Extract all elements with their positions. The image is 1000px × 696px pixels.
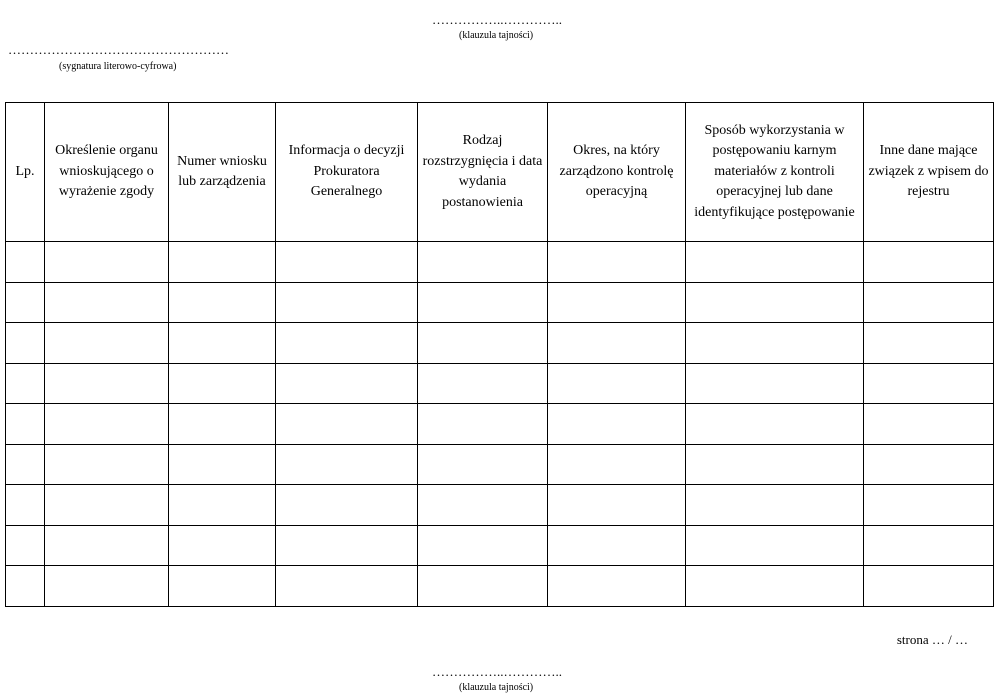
table-cell bbox=[6, 404, 45, 445]
column-header-request-number: Numer wniosku lub zarządzenia bbox=[169, 103, 276, 242]
table-cell bbox=[6, 525, 45, 566]
table-cell bbox=[169, 444, 276, 485]
table-cell bbox=[276, 282, 418, 323]
table-cell bbox=[276, 323, 418, 364]
table-cell bbox=[418, 242, 548, 283]
table-cell bbox=[864, 444, 994, 485]
table-cell bbox=[45, 282, 169, 323]
table-cell bbox=[276, 525, 418, 566]
table-cell bbox=[169, 485, 276, 526]
table-cell bbox=[276, 404, 418, 445]
table-cell bbox=[169, 404, 276, 445]
table-cell bbox=[276, 242, 418, 283]
signature-dots: …………………………………………… bbox=[8, 42, 229, 57]
table-cell bbox=[548, 525, 686, 566]
table-cell bbox=[276, 363, 418, 404]
table-cell bbox=[548, 242, 686, 283]
table-cell bbox=[169, 282, 276, 323]
table-cell bbox=[418, 525, 548, 566]
table-row bbox=[6, 363, 994, 404]
table-cell bbox=[864, 485, 994, 526]
table-row bbox=[6, 485, 994, 526]
table-cell bbox=[686, 323, 864, 364]
table-cell bbox=[864, 363, 994, 404]
table-cell bbox=[169, 323, 276, 364]
table-cell bbox=[686, 485, 864, 526]
table-cell bbox=[45, 242, 169, 283]
table-cell bbox=[45, 566, 169, 607]
table-cell bbox=[548, 444, 686, 485]
table-cell bbox=[864, 404, 994, 445]
table-row bbox=[6, 566, 994, 607]
table-cell bbox=[686, 282, 864, 323]
column-header-requesting-authority: Określenie organu wnioskującego o wyrażenie zgody bbox=[45, 103, 169, 242]
table-cell bbox=[45, 525, 169, 566]
table-cell bbox=[686, 566, 864, 607]
table-cell bbox=[169, 566, 276, 607]
table-row bbox=[6, 444, 994, 485]
table-cell bbox=[6, 566, 45, 607]
table-cell bbox=[6, 485, 45, 526]
table-cell bbox=[169, 525, 276, 566]
column-header-number: Lp. bbox=[6, 103, 45, 242]
register-table bbox=[5, 102, 994, 607]
table-row bbox=[6, 323, 994, 364]
table-row bbox=[6, 282, 994, 323]
table-cell bbox=[276, 444, 418, 485]
table-cell bbox=[864, 323, 994, 364]
column-header-control-period: Okres, na który zarządzono kontrolę operacyjną bbox=[548, 103, 686, 242]
table-cell bbox=[45, 404, 169, 445]
table-cell bbox=[169, 242, 276, 283]
table-cell bbox=[686, 242, 864, 283]
table-cell bbox=[6, 323, 45, 364]
table-body bbox=[6, 242, 994, 607]
table-cell bbox=[418, 404, 548, 445]
table-cell bbox=[548, 485, 686, 526]
table-cell bbox=[686, 404, 864, 445]
column-header-other-data: Inne dane mające związek z wpisem do rejestru bbox=[864, 103, 994, 242]
table-cell bbox=[686, 363, 864, 404]
table-cell bbox=[864, 242, 994, 283]
table-cell bbox=[418, 282, 548, 323]
table-cell bbox=[686, 525, 864, 566]
column-header-prosecutor-decision: Informacja o decyzji Prokuratora Generalnego bbox=[276, 103, 418, 242]
table-cell bbox=[276, 566, 418, 607]
top-classification-dots: ……………..………….. bbox=[432, 12, 562, 27]
table-cell bbox=[686, 444, 864, 485]
table-cell bbox=[6, 242, 45, 283]
table-cell bbox=[864, 282, 994, 323]
table-cell bbox=[45, 485, 169, 526]
table-cell bbox=[276, 485, 418, 526]
table-row bbox=[6, 525, 994, 566]
table-cell bbox=[548, 363, 686, 404]
table-cell bbox=[6, 363, 45, 404]
table-cell bbox=[418, 485, 548, 526]
table-cell bbox=[418, 444, 548, 485]
table-cell bbox=[548, 323, 686, 364]
page-number: strona … / … bbox=[896, 632, 968, 647]
table-cell bbox=[864, 566, 994, 607]
top-classification-caption: (klauzula tajności) bbox=[459, 30, 534, 41]
table-cell bbox=[548, 566, 686, 607]
table-cell bbox=[169, 363, 276, 404]
table-cell bbox=[548, 404, 686, 445]
table-cell bbox=[418, 323, 548, 364]
table-cell bbox=[6, 444, 45, 485]
table-cell bbox=[418, 566, 548, 607]
table-cell bbox=[864, 525, 994, 566]
table-cell bbox=[418, 363, 548, 404]
table-row bbox=[6, 404, 994, 445]
table-cell bbox=[45, 444, 169, 485]
table-header-row bbox=[6, 103, 994, 242]
table-row bbox=[6, 242, 994, 283]
table-cell bbox=[548, 282, 686, 323]
column-header-use-in-proceedings: Sposób wykorzystania w postępowaniu karnym materiałów z kontroli operacyjnej lub dane identyfikujące postępowanie bbox=[686, 103, 864, 242]
table-cell bbox=[45, 323, 169, 364]
table-cell bbox=[45, 363, 169, 404]
bottom-classification-caption: (klauzula tajności) bbox=[459, 682, 534, 693]
column-header-ruling-type-date: Rodzaj rozstrzygnięcia i data wydania postanowienia bbox=[418, 103, 548, 242]
signature-caption: (sygnatura literowo-cyfrowa) bbox=[59, 61, 177, 72]
table-cell bbox=[6, 282, 45, 323]
bottom-classification-dots: ……………..………….. bbox=[432, 664, 562, 679]
